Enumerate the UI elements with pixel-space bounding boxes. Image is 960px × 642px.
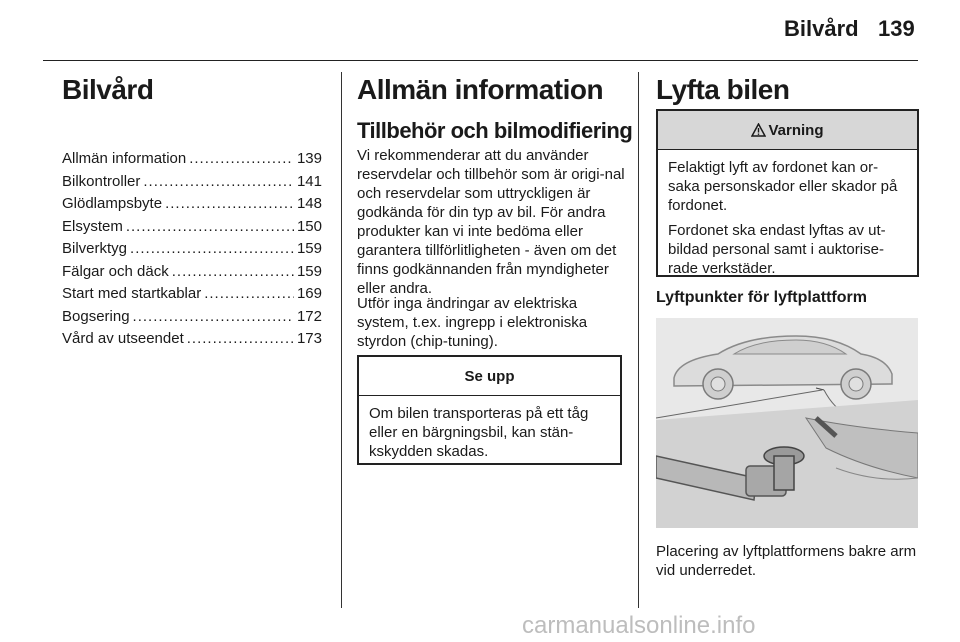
lift-diagram xyxy=(656,318,918,528)
toc-entry[interactable]: Fälgar och däck ..... 159 xyxy=(62,263,322,286)
watermark: carmanualsonline.info xyxy=(522,612,756,639)
warning-box xyxy=(656,109,919,277)
toc-entry[interactable]: Allmän information ..... 139 xyxy=(62,150,322,173)
caution-text: Om bilen transporteras på ett tåg eller en bärgningsbil, kan stän-kskydden skadas. xyxy=(369,405,589,460)
warning-text: Fordonet ska endast lyftas av ut-bildad personal samt i auktorise-rade verkstäder. xyxy=(668,222,886,277)
page-number: 139 xyxy=(878,16,915,41)
caution-title: Se upp xyxy=(359,357,620,396)
column-divider-1 xyxy=(341,72,342,608)
running-header-title: Bilvård xyxy=(784,16,859,41)
chapter-title: Bilvård xyxy=(62,74,154,105)
toc-entry[interactable]: Glödlampsbyte ..... 148 xyxy=(62,195,322,218)
toc-entry[interactable]: Start med startkablar ..... 169 xyxy=(62,285,322,308)
body-paragraph: Vi rekommenderar att du använder reservdelar och tillbehör som är origi-nal och reservdelar som uttryckligen är godkända för din typ av bil. För andra produkter kan vi inte bedöma eller garantera tillförlitligheten - även om det finns godkännanden från myndigheter eller andra. xyxy=(357,147,625,297)
warning-triangle-icon xyxy=(751,123,766,137)
toc-entry[interactable]: Bilverktyg ..... 159 xyxy=(62,240,322,263)
lift-point-illustration xyxy=(656,318,918,528)
subsection-title: Tillbehör och bilmodifiering xyxy=(357,118,633,143)
toc-entry[interactable]: Bogsering ..... 172 xyxy=(62,308,322,331)
caution-box xyxy=(357,355,622,465)
section-title: Lyfta bilen xyxy=(656,74,790,105)
section-title: Allmän information xyxy=(357,74,604,105)
toc-entry[interactable]: Bilkontroller ..... 141 xyxy=(62,173,322,196)
warning-title: Varning xyxy=(768,121,824,139)
toc-entry[interactable]: Vård av utseendet ..... 173 xyxy=(62,330,322,353)
warning-text: Felaktigt lyft av fordonet kan or-saka personskador eller skador på fordonet. xyxy=(668,159,898,214)
toc-entry[interactable]: Elsystem ..... 150 xyxy=(62,218,322,241)
figure-caption: Placering av lyftplattformens bakre arm vid underredet. xyxy=(656,543,917,579)
subheading: Lyftpunkter för lyftplattform xyxy=(656,289,867,306)
table-of-contents xyxy=(62,150,322,353)
warning-header xyxy=(658,111,917,150)
header-divider xyxy=(43,60,918,61)
column-divider-2 xyxy=(638,72,639,608)
body-paragraph: Utför inga ändringar av elektriska system, t.ex. ingrepp i elektroniska styrdon (chip-tuning). xyxy=(357,295,588,350)
